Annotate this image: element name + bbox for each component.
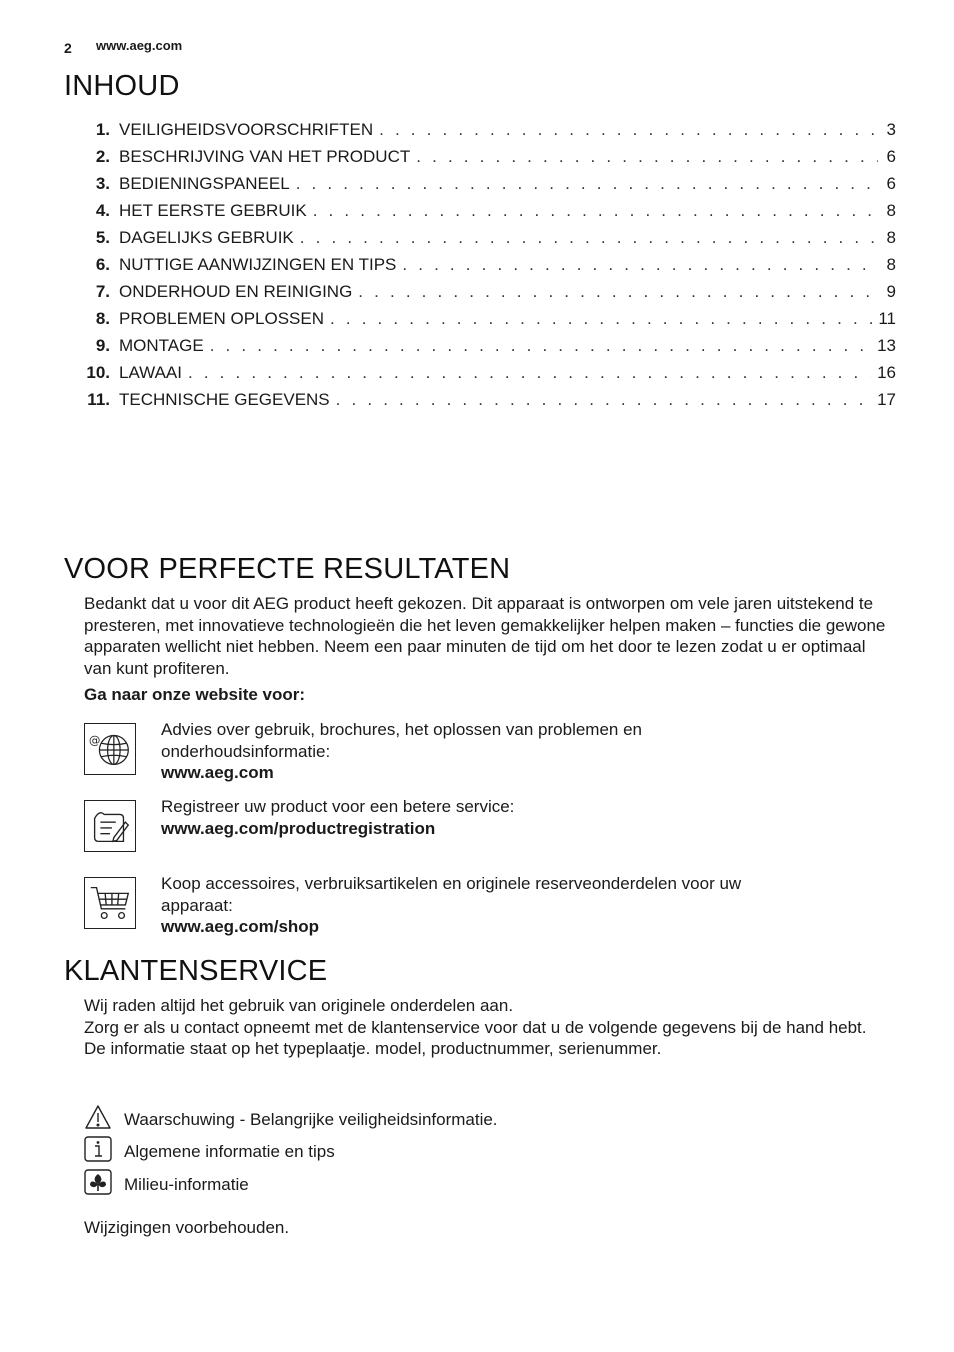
svg-text:@: @ <box>88 733 101 748</box>
legend-text: Algemene informatie en tips <box>124 1142 335 1161</box>
toc-leader <box>379 120 878 140</box>
toc-leader <box>300 228 878 248</box>
web-item-shop <box>84 874 896 937</box>
toc-label: LAWAAI <box>119 363 182 382</box>
toc-leader <box>330 309 872 329</box>
toc-item[interactable] <box>80 228 896 255</box>
environment-icon <box>84 1169 112 1195</box>
toc-leader <box>296 174 878 194</box>
toc-number: 11. <box>87 390 110 409</box>
toc-page: 13 <box>877 336 896 355</box>
toc-item[interactable] <box>80 255 896 282</box>
service-line: Zorg er als u contact opneemt met de klantenservice voor dat u de volgende gegevens bij de hand hebt. <box>84 1017 867 1037</box>
toc-label: TECHNISCHE GEGEVENS <box>119 390 330 409</box>
toc-label: DAGELIJKS GEBRUIK <box>119 228 294 247</box>
toc-page: 9 <box>886 282 896 301</box>
toc-label: MONTAGE <box>119 336 204 355</box>
web-item-text: Advies over gebruik, brochures, het oplossen van problemen en onderhoudsinformatie: <box>161 720 643 761</box>
toc-page: 6 <box>886 147 896 166</box>
productregistration-link[interactable]: www.aeg.com/productregistration <box>161 818 436 838</box>
page-number: 2 <box>64 40 72 56</box>
toc-label: BEDIENINGSPANEEL <box>119 174 290 193</box>
web-item-registration <box>84 797 896 860</box>
toc-page: 16 <box>877 363 896 382</box>
toc-label: ONDERHOUD EN REINIGING <box>119 282 353 301</box>
toc-page: 8 <box>886 228 896 247</box>
intro-paragraph: Bedankt dat u voor dit AEG product heeft gekozen. Dit apparaat is ontworpen om vele jaren uitstekend te presteren, met innovatieve technologieën die het leven gemakkelijker helpen maken – functies die gewone apparaten wellicht niet hebben. Neem een paar minuten de tijd om het door te lezen zodat u er optimaal van kunt profiteren. <box>84 594 886 678</box>
shopping-cart-icon <box>84 877 136 929</box>
toc-page: 6 <box>886 174 896 193</box>
toc-item[interactable] <box>80 390 896 417</box>
toc-number: 7. <box>95 282 110 301</box>
toc-leader <box>313 201 878 221</box>
toc-number: 4. <box>95 201 110 220</box>
toc-number: 2. <box>95 147 110 166</box>
toc-leader <box>188 363 871 383</box>
toc-leader <box>416 147 878 167</box>
toc-leader <box>210 336 871 356</box>
web-item-text: Registreer uw product voor een betere service: <box>161 797 515 816</box>
globe-at-icon <box>84 723 136 775</box>
toc-number: 10. <box>86 363 110 382</box>
toc-label: HET EERSTE GEBRUIK <box>119 201 307 220</box>
visit-label: Ga naar onze website voor: <box>84 685 306 704</box>
website-link[interactable]: www.aeg.com <box>161 763 274 782</box>
toc-number: 3. <box>95 174 110 193</box>
info-icon <box>84 1136 112 1162</box>
toc-leader <box>336 390 871 410</box>
toc-number: 8. <box>95 309 110 328</box>
toc-item[interactable] <box>80 363 896 390</box>
toc-item[interactable] <box>80 201 896 228</box>
toc-label: PROBLEMEN OPLOSSEN <box>119 309 325 328</box>
table-of-contents <box>80 120 896 417</box>
toc-page: 8 <box>886 255 896 274</box>
toc-item[interactable] <box>80 309 896 336</box>
toc-page: 17 <box>877 390 896 409</box>
service-line: De informatie staat op het typeplaatje. model, productnummer, serienummer. <box>84 1039 662 1058</box>
toc-leader <box>402 255 878 275</box>
warning-icon <box>84 1104 112 1130</box>
service-text <box>84 995 896 1060</box>
site-url[interactable]: www.aeg.com <box>96 38 183 53</box>
toc-item[interactable] <box>80 120 896 147</box>
legend-text: Milieu-informatie <box>124 1175 249 1194</box>
registration-form-icon <box>84 800 136 852</box>
toc-page: 3 <box>886 120 896 139</box>
toc-label: BESCHRIJVING VAN HET PRODUCT <box>119 147 411 166</box>
toc-number: 6. <box>95 255 110 274</box>
results-title: VOOR PERFECTE RESULTATEN <box>64 553 511 585</box>
toc-number: 5. <box>95 228 110 247</box>
toc-item[interactable] <box>80 336 896 363</box>
service-line: Wij raden altijd het gebruik van originele onderdelen aan. <box>84 996 514 1015</box>
toc-title: INHOUD <box>64 70 180 102</box>
web-item-text: Koop accessoires, verbruiksartikelen en originele reserveonderdelen voor uw apparaat: <box>161 874 742 915</box>
toc-number: 9. <box>95 336 110 355</box>
shop-link[interactable]: www.aeg.com/shop <box>161 917 320 936</box>
toc-label: VEILIGHEIDSVOORSCHRIFTEN <box>119 120 374 139</box>
toc-number: 1. <box>95 120 110 139</box>
toc-label: NUTTIGE AANWIJZINGEN EN TIPS <box>119 255 397 274</box>
web-item-advice <box>84 720 896 783</box>
toc-page: 11 <box>878 309 896 328</box>
toc-item[interactable] <box>80 282 896 309</box>
toc-item[interactable] <box>80 174 896 201</box>
toc-page: 8 <box>886 201 896 220</box>
toc-leader <box>358 282 878 302</box>
footer-note: Wijzigingen voorbehouden. <box>84 1218 290 1237</box>
service-title: KLANTENSERVICE <box>64 955 328 987</box>
legend-text: Waarschuwing - Belangrijke veiligheidsinformatie. <box>124 1110 498 1129</box>
toc-item[interactable] <box>80 147 896 174</box>
